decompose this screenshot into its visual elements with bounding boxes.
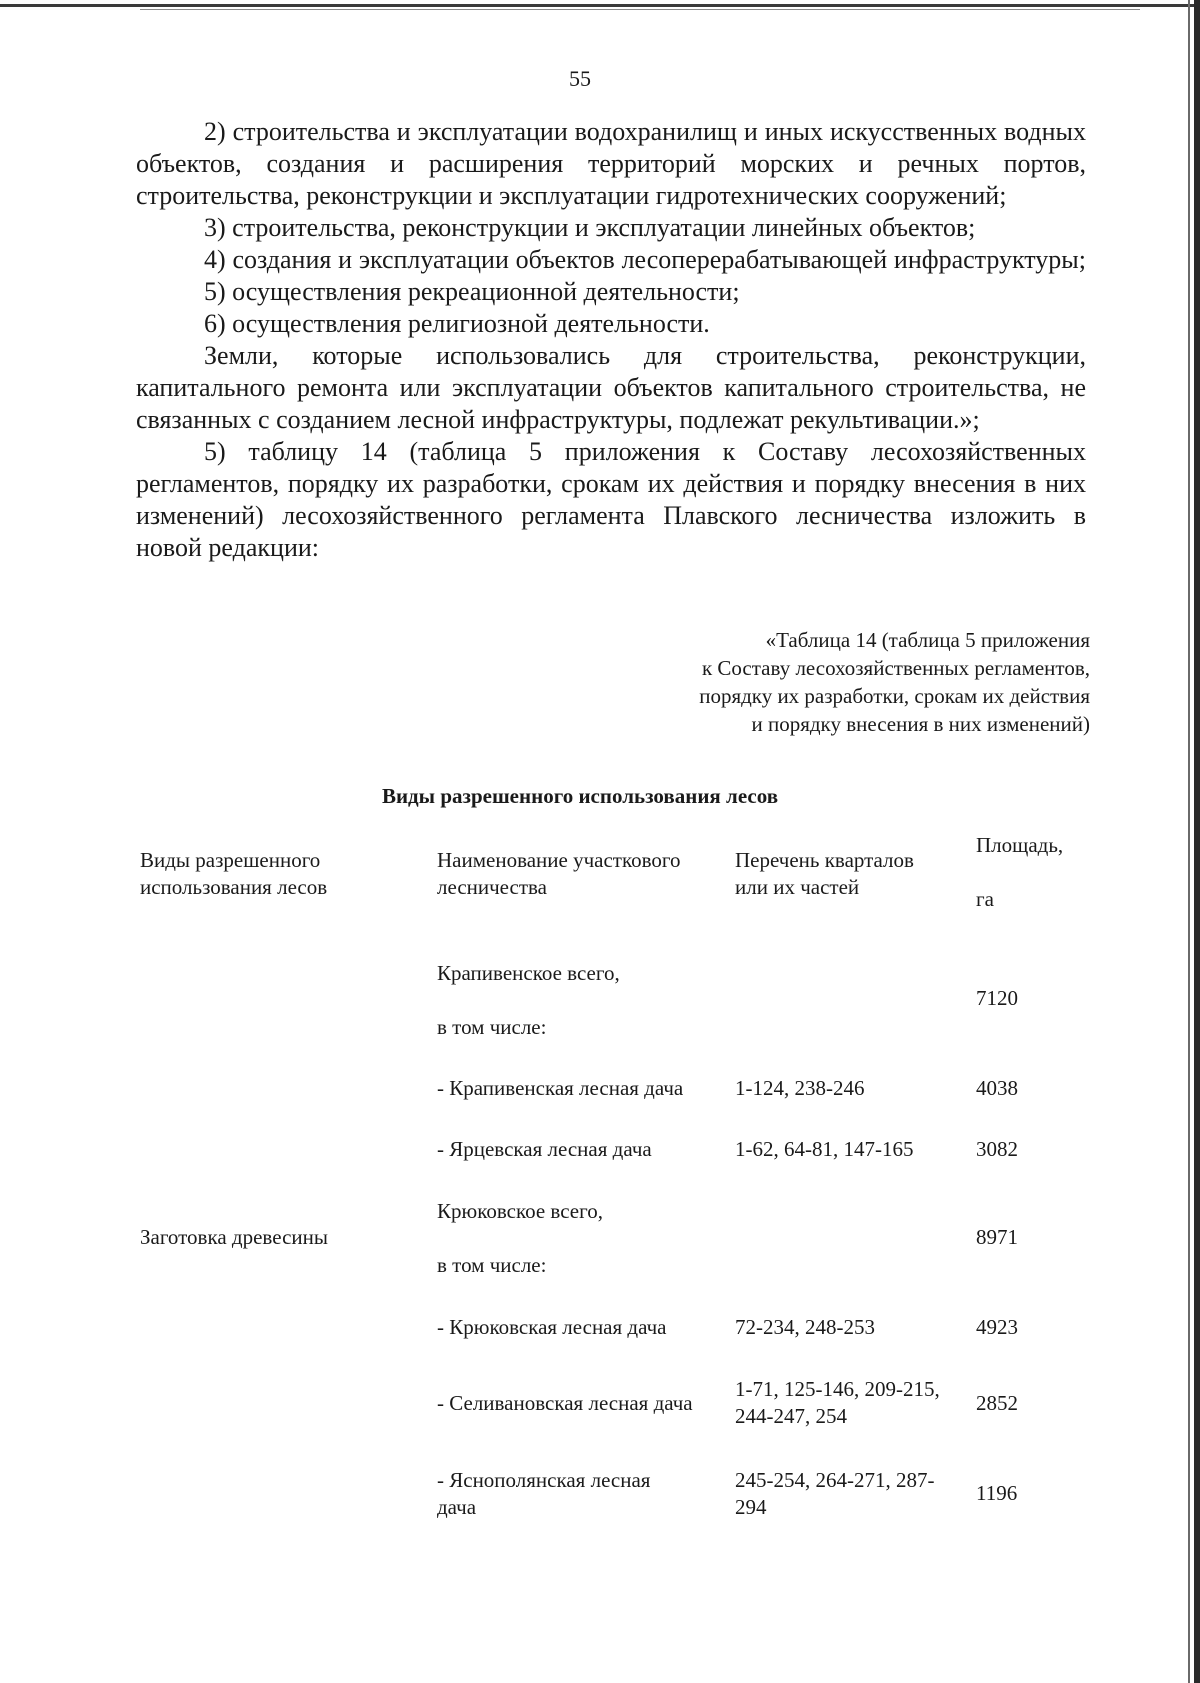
paragraph-3: 3) строительства, реконструкции и эксплуатации линейных объектов;	[204, 213, 976, 242]
scan-edge-top	[0, 4, 1200, 7]
header-forestry-name: Наименование участкового лесничества	[437, 848, 681, 899]
row-quarters: 1-124, 238-246	[735, 1076, 865, 1100]
page-number: 55	[569, 66, 591, 91]
table-note-line: порядку их разработки, срокам их действия	[699, 684, 1090, 708]
row-quarters: 1-71, 125-146, 209-215, 244-247, 254	[735, 1377, 940, 1428]
row-name: в том числе:	[437, 1253, 547, 1277]
row-area: 4923	[976, 1315, 1018, 1339]
header-quarters: Перечень кварталов или их частей	[735, 848, 914, 899]
table-note-line: «Таблица 14 (таблица 5 приложения	[765, 628, 1090, 652]
paragraph-2: 2) строительства и эксплуатации водохранилищ и иных искусственных водных объектов, создания и расширения территорий морских и речных портов, строительства, реконструкции и эксплуатации гидротехнических сооружений;	[136, 117, 1086, 210]
row-name: - Ярцевская лесная дача	[437, 1137, 652, 1161]
table-title: Виды разрешенного использования лесов	[381, 784, 779, 808]
row-name: - Крапивенская лесная дача	[437, 1076, 684, 1100]
row-area: 2852	[976, 1391, 1018, 1415]
row-name: - Крюковская лесная дача	[437, 1315, 667, 1339]
paragraph-6: 6) осуществления религиозной деятельности.	[204, 309, 710, 338]
paragraph-5: 5) осуществления рекреационной деятельности;	[204, 277, 740, 306]
row-quarters: 72-234, 248-253	[735, 1315, 875, 1339]
row-name: в том числе:	[437, 1015, 547, 1039]
row-quarters: 1-62, 64-81, 147-165	[735, 1137, 914, 1161]
paragraph-table-14: 5) таблицу 14 (таблица 5 приложения к Составу лесохозяйственных регламентов, порядку их разработки, срокам их действия и порядку внесения в них изменений) лесохозяйственного регламента Плавского лесничества изложить в новой редакции:	[136, 437, 1086, 562]
row-name: Крапивенское всего,	[437, 961, 620, 985]
row-area: 3082	[976, 1137, 1018, 1161]
use-type-cell: Заготовка древесины	[140, 1225, 328, 1249]
header-use-type: Виды разрешенного использования лесов	[140, 848, 328, 899]
paragraph-lands: Земли, которые использовались для строительства, реконструкции, капитального ремонта или эксплуатации объектов капитального строительства, не связанных с созданием лесной инфраструктуры, подлежат рекультивации.»;	[136, 341, 1086, 434]
scan-edge-right-faint	[1188, 0, 1190, 1683]
row-quarters: 245-254, 264-271, 287- 294	[735, 1468, 935, 1519]
scan-edge-right	[1194, 0, 1200, 1683]
table-note	[560, 626, 1090, 738]
row-name: Крюковское всего,	[437, 1199, 603, 1223]
row-area: 8971	[976, 1225, 1018, 1249]
row-area: 7120	[976, 986, 1018, 1010]
paragraph-4: 4) создания и эксплуатации объектов лесоперерабатывающей инфраструктуры;	[204, 245, 1086, 274]
scan-edge-top-faint	[140, 9, 1140, 10]
header-area: Площадь,	[976, 833, 1064, 857]
body-text	[136, 116, 1086, 564]
row-area: 1196	[976, 1481, 1018, 1505]
row-name: - Яснополянская лесная дача	[437, 1468, 651, 1519]
table-note-line: к Составу лесохозяйственных регламентов,	[701, 656, 1090, 680]
header-area-unit: га	[976, 887, 994, 911]
row-area: 4038	[976, 1076, 1018, 1100]
row-name: - Селивановская лесная дача	[437, 1391, 693, 1415]
table-note-line: и порядку внесения в них изменений)	[751, 712, 1090, 736]
